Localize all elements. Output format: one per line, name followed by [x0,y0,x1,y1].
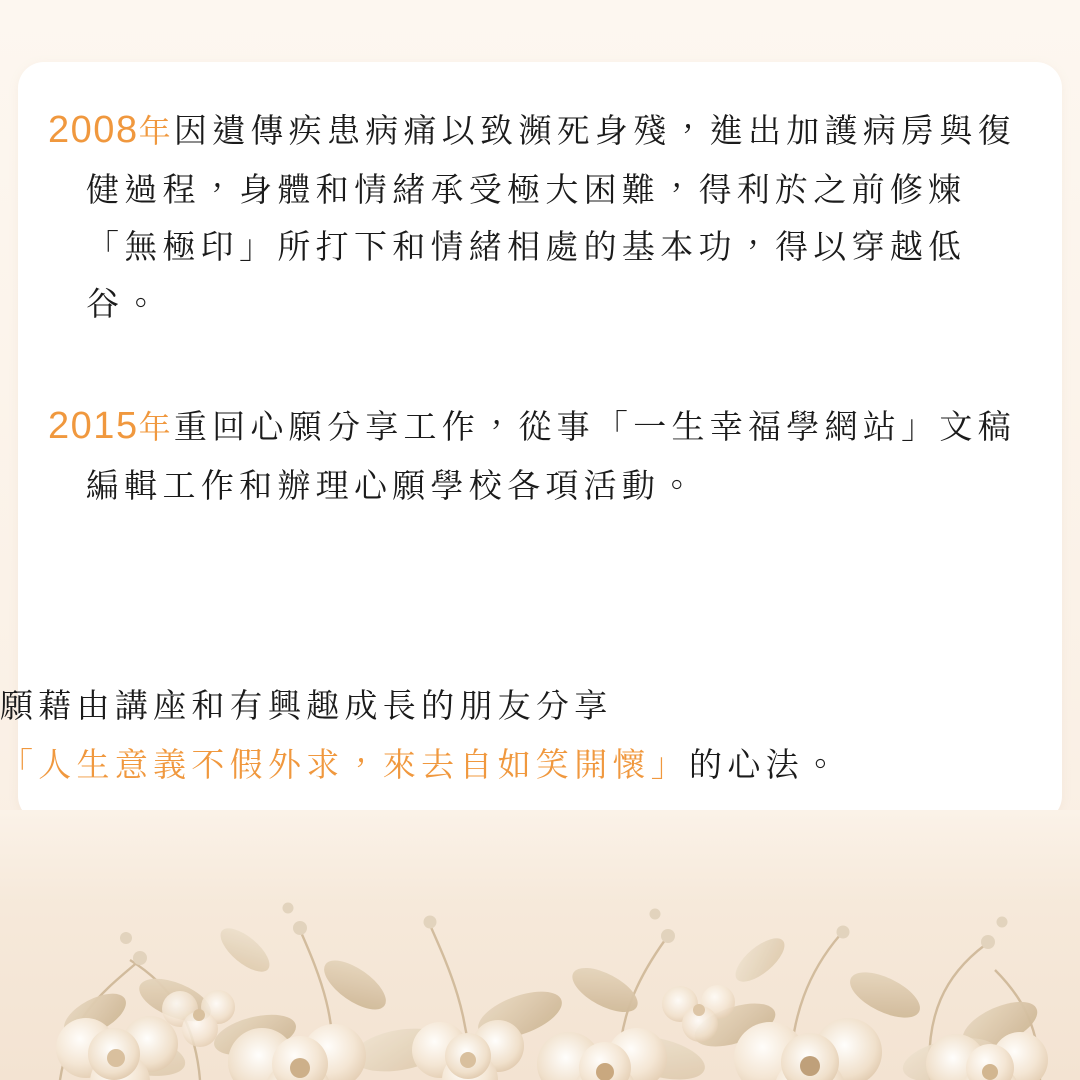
closing-motto: 人生意義不假外求，來去自如笑開懷 [38,748,651,785]
paragraph-2008-text: 因遺傳疾患病痛以致瀕死身殘，進出加護病房與復健過程，身體和情緒承受極大困難，得利於之前修煉「無極印」所打下和情緒相處的基本功，得以穿越低谷。 [86,114,1016,323]
year-label-2008: 2008年 [48,109,174,151]
floral-border-decoration [0,810,1080,1080]
paragraph-2015-text: 重回心願分享工作，從事「一生幸福學網站」文稿編輯工作和辦理心願學校各項活動。 [86,409,1016,505]
paragraph-2015 [48,394,1032,516]
closing-quote-open: 「 [0,748,39,785]
paragraph-2008 [48,98,1032,334]
closing-block [0,678,1060,797]
closing-line-1: 願藉由講座和有興趣成長的朋友分享 [0,689,613,725]
closing-tail: 的心法。 [689,748,843,785]
closing-quote-close: 」 [650,748,690,785]
card-content [48,98,1032,532]
paragraph-spacer [48,350,1032,394]
closing-line-2 [0,737,1060,796]
year-label-2015: 2015年 [48,404,174,447]
text-card [0,62,1062,822]
